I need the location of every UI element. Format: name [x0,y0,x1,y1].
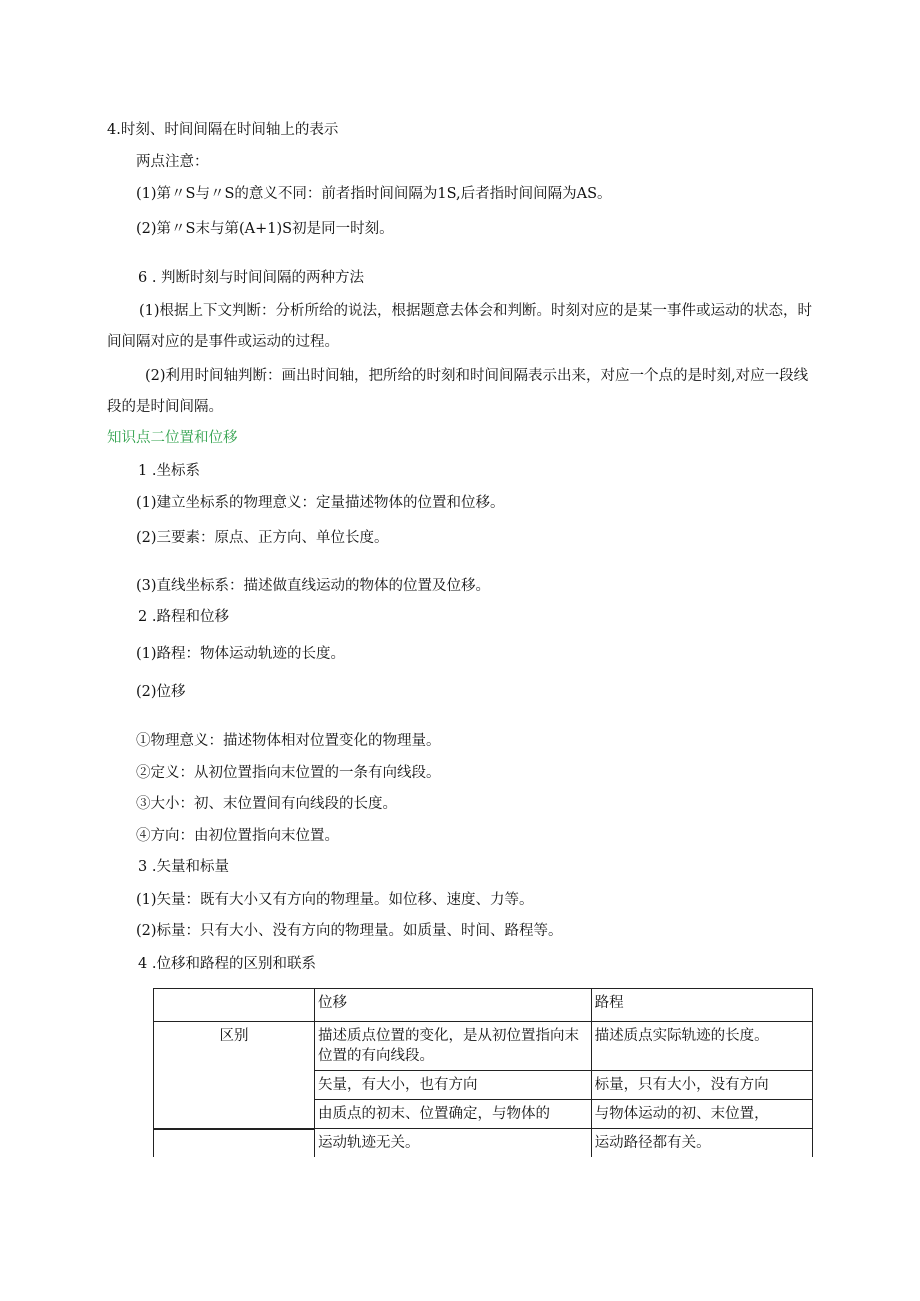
cell-displacement-determination: 由质点的初末、位置确定，与物体的 [314,1100,591,1129]
section-6-point-2-line-2: 段的是时间间隔。 [107,399,223,415]
section-4-point-1: (1)第〃S与〃S的意义不同：前者指时间间隔为1S,后者指时间间隔为AS。 [136,186,612,202]
table-row [154,1022,813,1071]
table-row [154,1129,813,1158]
cell-path-definition: 描述质点实际轨迹的长度。 [591,1022,812,1071]
cell-path-continuation: 运动路径都有关。 [591,1129,812,1158]
path-point-2: (2)位移 [136,684,186,700]
coord-title: 1 .坐标系 [138,463,200,479]
knowledge-point-2-title: 知识点二位置和位移 [107,430,238,446]
vector-point-2: (2)标量：只有大小、没有方向的物理量。如质量、时间、路程等。 [136,923,563,939]
vector-title: 3 .矢量和标量 [138,859,229,875]
table-header-row [154,989,813,1022]
cell-displacement-definition: 描述质点位置的变化，是从初位置指向末位置的有向线段。 [314,1022,591,1071]
row-label-empty [154,1129,315,1158]
section-4-title: 4.时刻、时间间隔在时间轴上的表示 [107,122,339,138]
comparison-title: 4 .位移和路程的区别和联系 [138,956,316,972]
cell-path-determination: 与物体运动的初、末位置， [591,1100,812,1129]
vector-point-1: (1)矢量：既有大小又有方向的物理量。如位移、速度、力等。 [136,892,534,908]
coord-point-3: (3)直线坐标系：描述做直线运动的物体的位置及位移。 [136,578,491,594]
cell-displacement-continuation: 运动轨迹无关。 [314,1129,591,1158]
cell-path-scalar: 标量，只有大小，没有方向 [591,1071,812,1100]
displacement-item-2: ②定义：从初位置指向末位置的一条有向线段。 [136,765,441,781]
section-6-point-1-line-1: (1)根据上下文判断：分析所给的说法，根据题意去体会和判断。时刻对应的是某一事件或运动的状态，时 [139,303,813,319]
coord-point-1: (1)建立坐标系的物理意义：定量描述物体的位置和位移。 [136,495,505,511]
header-path: 路程 [591,989,812,1022]
coord-point-2: (2)三要素：原点、正方向、单位长度。 [136,530,389,546]
section-6-point-2-line-1: (2)利用时间轴判断：画出时间轴，把所给的时刻和时间间隔表示出来，对应一个点的是时刻,对应一段线 [145,368,809,384]
path-point-1: (1)路程：物体运动轨迹的长度。 [136,646,346,662]
section-4-note: 两点注意： [136,154,209,170]
displacement-item-3: ③大小：初、末位置间有向线段的长度。 [136,796,397,812]
section-6-title: 6 . 判断时刻与时间间隔的两种方法 [138,270,365,286]
section-6-point-1-line-2: 间间隔对应的是事件或运动的过程。 [107,334,339,350]
comparison-table [153,988,813,1157]
row-label-difference: 区别 [154,1022,315,1129]
displacement-item-1: ①物理意义：描述物体相对位置变化的物理量。 [136,733,441,749]
header-empty-cell [154,989,315,1022]
cell-displacement-vector: 矢量，有大小，也有方向 [314,1071,591,1100]
header-displacement: 位移 [314,989,591,1022]
section-4-point-2: (2)第〃S末与第(A+1)S初是同一时刻。 [136,221,394,237]
displacement-item-4: ④方向：由初位置指向末位置。 [136,828,339,844]
path-title: 2 .路程和位移 [138,609,229,625]
